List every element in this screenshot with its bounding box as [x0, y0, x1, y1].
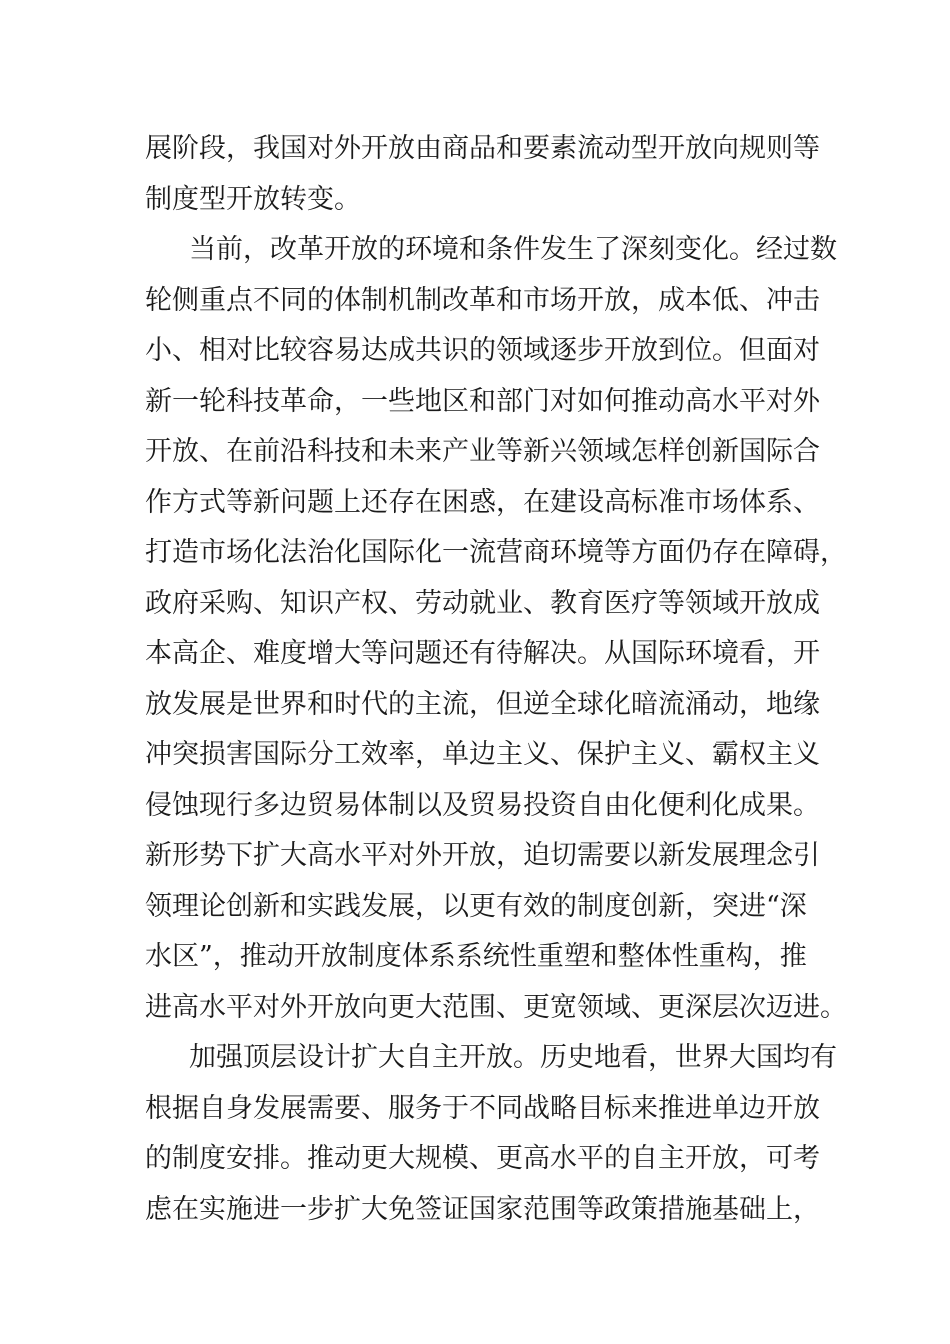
paragraph-first-line: 当前，改革开放的环境和条件发生了深刻变化。经过数	[189, 234, 837, 265]
text-line: 进高水平对外开放向更大范围、更宽领域、更深层次迈进。	[145, 991, 847, 1023]
text-line: 新一轮科技革命，一些地区和部门对如何推动高水平对外	[145, 385, 820, 417]
text-line: 根据自身发展需要、服务于不同战略目标来推进单边开放	[145, 1092, 820, 1124]
text-line: 水区”，推动开放制度体系系统性重塑和整体性重构，推	[145, 941, 807, 972]
text-line: 新形势下扩大高水平对外开放，迫切需要以新发展理念引	[145, 840, 820, 871]
text-line: 开放、在前沿科技和未来产业等新兴领域怎样创新国际合	[145, 436, 820, 467]
text-line: 打造市场化法治化国际化一流营商环境等方面仍存在障碍，	[145, 537, 847, 568]
paragraph-first-line: 加强顶层设计扩大自主开放。历史地看，世界大国均有	[189, 1042, 837, 1073]
text-line: 领理论创新和实践发展，以更有效的制度创新，突进“深	[145, 890, 807, 922]
text-line: 展阶段，我国对外开放由商品和要素流动型开放向规则等	[145, 133, 820, 164]
text-line: 的制度安排。推动更大规模、更高水平的自主开放，可考	[145, 1143, 820, 1174]
text-line: 作方式等新问题上还存在困惑，在建设高标准市场体系、	[145, 486, 820, 518]
text-line: 冲突损害国际分工效率，单边主义、保护主义、霸权主义	[145, 739, 820, 770]
document-body	[145, 124, 847, 1235]
text-line: 小、相对比较容易达成共识的领域逐步开放到位。但面对	[145, 335, 820, 366]
text-line: 本高企、难度增大等问题还有待解决。从国际环境看，开	[145, 638, 820, 669]
text-line: 放发展是世界和时代的主流，但逆全球化暗流涌动，地缘	[145, 688, 820, 720]
text-line: 轮侧重点不同的体制机制改革和市场开放，成本低、冲击	[145, 284, 820, 316]
text-line: 侵蚀现行多边贸易体制以及贸易投资自由化便利化成果。	[145, 789, 820, 821]
text-line: 制度型开放转变。	[145, 183, 361, 215]
text-line: 政府采购、知识产权、劳动就业、教育医疗等领域开放成	[145, 587, 820, 619]
text-line: 虑在实施进一步扩大免签证国家范围等政策措施基础上，	[145, 1193, 820, 1225]
